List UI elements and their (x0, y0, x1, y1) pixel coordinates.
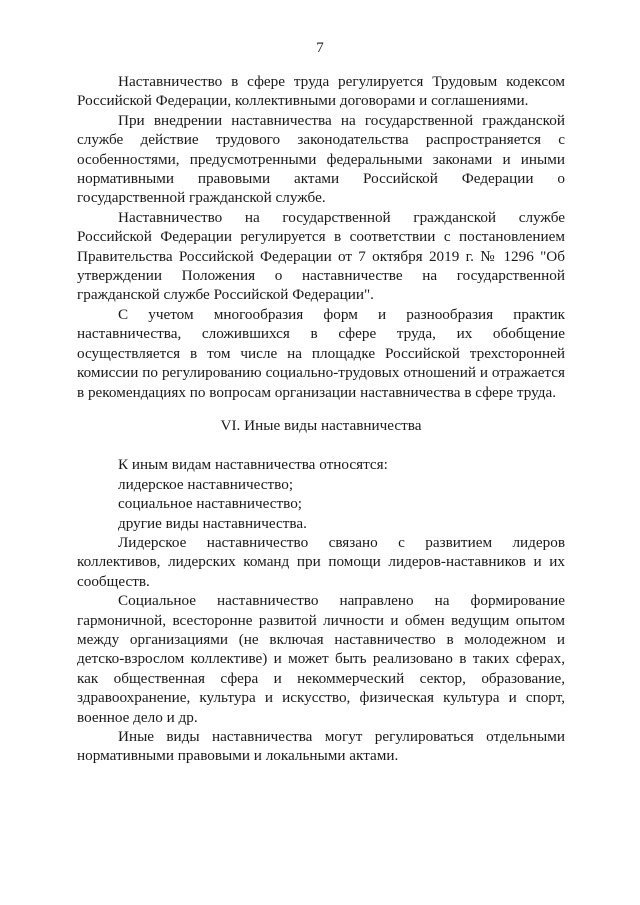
section-heading: VI. Иные виды наставничества (220, 416, 422, 434)
paragraph-social-mentoring: Социальное наставничество направлено на формирование гармоничной, всесторонне развитой личности и обмен ведущим опытом между организациями (не включая наставничество в молодежном и детско-взрослом коллективе) и может быть реализовано в таких сферах, как общественная сфера и некоммерческий сектор, образование, здравоохранение, культура и искусство, физическая культура и спорт, военное дело и др. (77, 592, 565, 726)
page-number: 7 (316, 40, 324, 56)
list-intro: К иным видам наставничества относятся: (118, 456, 388, 474)
list-item-leadership: лидерское наставничество; (118, 475, 294, 493)
paragraph-tripartite-commission: С учетом многообразия форм и разнообразия практик наставничества, сложившихся в сфере труда, их обобщение осуществляется в том числе на площадке Российской трехсторонней комиссии по регулированию социально-трудовых отношений и отражается в рекомендациях по вопросам организации наставничества в сфере труда. (77, 305, 565, 401)
paragraph-government-decree: Наставничество на государственной гражданской службе Российской Федерации регулируется в соответствии с постановлением Правительства Российской Федерации от 7 октября 2019 г. № 1296 "Об утверждении Положения о наставничестве на государственной гражданской службе Российской Федерации". (77, 208, 565, 304)
paragraph-leadership-mentoring: Лидерское наставничество связано с развитием лидеров коллективов, лидерских команд при помощи лидеров-наставников и их сообществ. (77, 533, 565, 590)
paragraph-civil-service-law: При внедрении наставничества на государственной гражданской службе действие трудового законодательства распространяется с особенностями, предусмотренными федеральными законами и иными нормативными правовыми актами Российской Федерации о государственной гражданской службе. (77, 111, 565, 207)
list-item-other: другие виды наставничества. (118, 514, 307, 532)
document-body (77, 72, 565, 766)
paragraph-other-mentoring: Иные виды наставничества могут регулироваться отдельными нормативными правовыми и локальными актами. (77, 728, 565, 765)
list-item-social: социальное наставничество; (118, 495, 303, 513)
paragraph-labor-regulation: Наставничество в сфере труда регулируется Трудовым кодексом Российской Федерации, коллективными договорами и соглашениями. (77, 73, 565, 110)
